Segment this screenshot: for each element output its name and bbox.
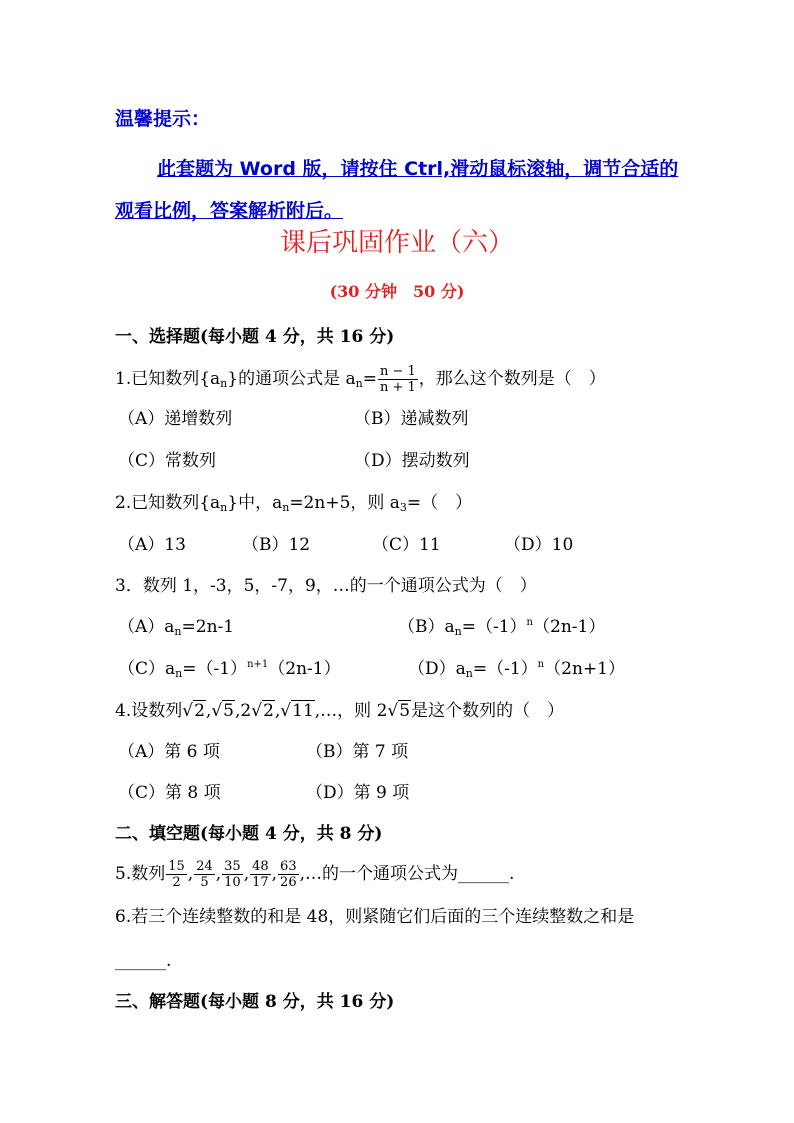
sqrt-11-radicand: 11 — [292, 701, 314, 721]
q2-option-d: （D）10 — [504, 535, 574, 555]
q3-b-sub: n — [454, 625, 462, 638]
document-subtitle: (30 分钟 50 分) — [329, 282, 465, 301]
q5-frac-5 — [278, 859, 299, 890]
sqrt-2-radicand: 2 — [194, 701, 205, 721]
q4-option-c: （C）第 8 项 — [118, 783, 221, 803]
q5-frac-1-den: 2 — [172, 875, 181, 890]
sqrt-2: √2 — [182, 701, 205, 721]
question-2 — [115, 492, 472, 514]
q1-numerator: n − 1 — [379, 364, 416, 379]
q1-option-d: （D）摆动数列 — [354, 451, 470, 471]
q1-fraction — [378, 364, 418, 395]
q5-frac-4 — [250, 859, 271, 890]
q4-prefix: 4.设数列 — [115, 701, 183, 721]
q5-frac-4-den: 17 — [252, 875, 269, 890]
q3-d-post: （2n+1） — [544, 659, 625, 679]
q1-suffix: ，那么这个数列是（ ） — [418, 369, 606, 389]
q1-option-b: （B）递减数列 — [354, 409, 469, 429]
q5-frac-2-den: 5 — [200, 875, 209, 890]
sqrt-5-radicand: 5 — [223, 701, 234, 721]
q3-b-pre: （B）a — [398, 617, 455, 637]
q2-sub-3: 3 — [399, 501, 407, 514]
q1-sub-n2: n — [355, 377, 363, 390]
q4-tail: ,…，则 2 — [314, 701, 388, 721]
q5-frac-4-num: 48 — [252, 859, 269, 874]
q5-frac-1 — [166, 859, 187, 890]
q3-c-pre: （C）a — [118, 659, 176, 679]
q5-frac-3-den: 10 — [224, 875, 241, 890]
sqrt-11: √11 — [280, 701, 314, 721]
q3-b-mid: =（-1） — [461, 617, 527, 637]
q3-b-post: （2n-1） — [533, 617, 606, 637]
q1-option-c: （C）常数列 — [118, 451, 217, 471]
q4-option-d: （D）第 9 项 — [306, 783, 410, 803]
q3-option-a — [118, 616, 234, 638]
tip-title: 温馨提示： — [115, 108, 211, 130]
q1-prefix: 1.已知数列{a — [115, 369, 221, 389]
sqrt-5: √5 — [211, 701, 234, 721]
q3-d-sub: n — [465, 667, 473, 680]
q2-option-a: （A）13 — [118, 535, 186, 555]
q3-d-pre: （D）a — [408, 659, 466, 679]
q3-b-sup: n — [526, 617, 533, 628]
q5-frac-3 — [222, 859, 243, 890]
q1-mid: }的通项公式是 a — [227, 369, 356, 389]
sqrt-2-b: √2 — [251, 701, 274, 721]
q2-mid2: =2n+5，则 a — [289, 493, 400, 513]
q2-sub-n2: n — [282, 501, 290, 514]
section-heading-choice: 一、选择题(每小题 4 分，共 16 分) — [115, 327, 395, 347]
q3-c-sup: n+1 — [247, 659, 269, 670]
section-heading-fill: 二、填空题(每小题 4 分，共 8 分) — [115, 824, 383, 844]
q5-frac-3-num: 35 — [224, 859, 241, 874]
q2-option-c: （C）11 — [372, 535, 441, 555]
q1-option-a: （A）递增数列 — [118, 409, 233, 429]
q3-a-pre: （A）a — [118, 617, 175, 637]
q3-option-b — [398, 616, 605, 638]
q3-c-mid: =（-1） — [182, 659, 248, 679]
q3-c-sub: n — [175, 667, 183, 680]
q4-option-a: （A）第 6 项 — [118, 742, 220, 762]
q2-prefix: 2.已知数列{a — [115, 493, 221, 513]
sqrt-2b-radicand: 2 — [263, 701, 274, 721]
q3-a-post: =2n-1 — [181, 617, 235, 637]
question-3: 3．数列 1，-3，5，-7，9，…的一个通项公式为（ ） — [115, 576, 537, 596]
q3-d-sup: n — [537, 659, 545, 670]
section-heading-answer: 三、解答题(每小题 8 分，共 16 分) — [115, 992, 395, 1012]
q2-suffix: =（ ） — [406, 493, 473, 513]
question-6-line-1: 6.若三个连续整数的和是 48，则紧随它们后面的三个连续整数之和是 — [115, 907, 635, 927]
q1-denominator: n + 1 — [379, 380, 416, 395]
q2-sub-n: n — [220, 501, 228, 514]
q3-a-sub: n — [174, 625, 182, 638]
question-4: 4.设数列√2,√5,2√2,√11,…，则 2√5是这个数列的（ ） — [115, 701, 565, 721]
q5-frac-2-num: 24 — [196, 859, 213, 874]
q3-c-post: （2n-1） — [268, 659, 341, 679]
q5-prefix: 5.数列 — [115, 864, 166, 884]
document-title: 课后巩固作业（六） — [279, 228, 514, 258]
question-5: 5.数列 $\frac{15}{2}$ , $\frac{24}{5}$ , $\frac{35}{10}$ , $\frac{48}{17}$ , $\frac{63}{26}$ ,…的一个通项公式为______. — [115, 859, 515, 890]
q5-frac-5-num: 63 — [280, 859, 297, 874]
q5-suffix: ,…的一个通项公式为______. — [299, 864, 515, 884]
q3-d-mid: =（-1） — [472, 659, 538, 679]
q4-option-b: （B）第 7 项 — [306, 742, 409, 762]
q3-option-d — [408, 658, 625, 680]
q3-option-c — [118, 658, 341, 680]
question-1 — [115, 364, 606, 395]
q4-suffix: 是这个数列的（ ） — [411, 701, 565, 721]
q2-option-b: （B）12 — [242, 535, 311, 555]
q1-eq: = — [362, 369, 377, 389]
q5-frac-1-num: 15 — [168, 859, 185, 874]
sqrt-5-b: √5 — [387, 701, 411, 721]
q2-mid: }中，a — [227, 493, 283, 513]
tip-body: 此套题为 Word 版，请按住 Ctrl,滑动鼠标滚轴，调节合适的观看比例，答案解析附后。 — [115, 158, 679, 222]
q4-coef: 2 — [240, 701, 252, 721]
question-6-line-2: ______. — [115, 951, 172, 971]
q5-frac-2 — [194, 859, 215, 890]
q5-frac-5-den: 26 — [280, 875, 297, 890]
sqrt-5b-radicand: 5 — [399, 701, 411, 721]
q1-sub-n: n — [220, 377, 228, 390]
